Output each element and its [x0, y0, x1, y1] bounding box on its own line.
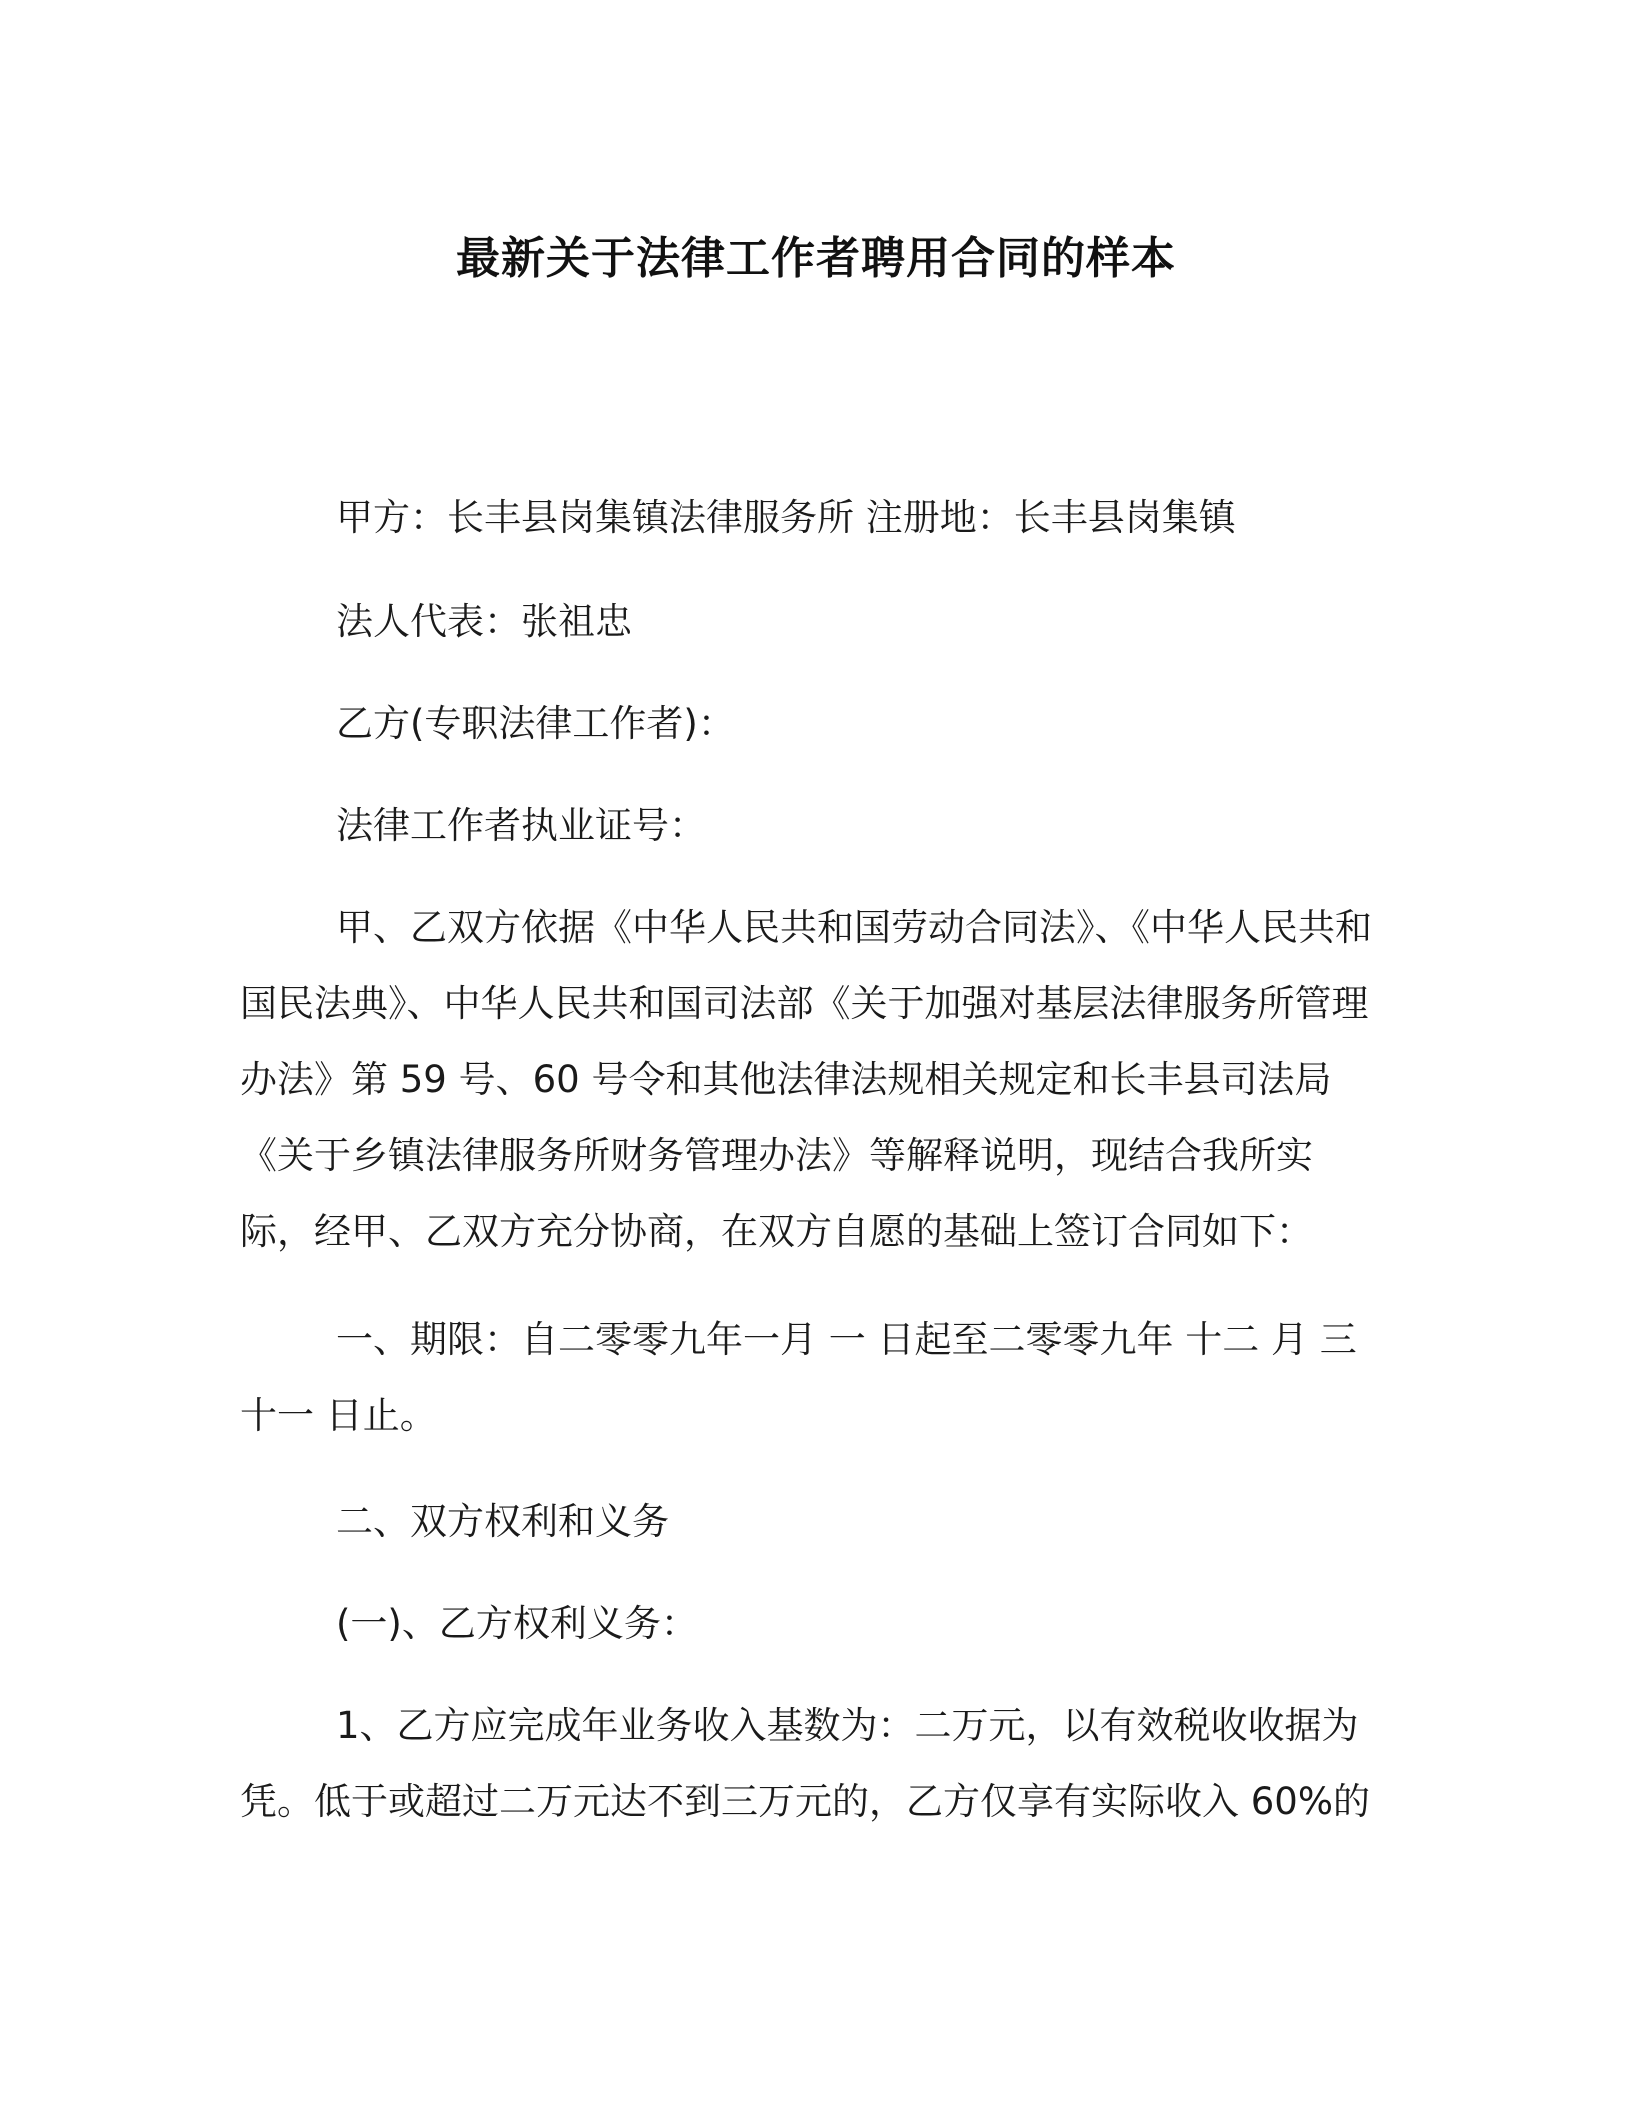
party-a-line: 甲方：长丰县岗集镇法律服务所 注册地：长丰县岗集镇 [336, 496, 1236, 539]
license-number-line: 法律工作者执业证号： [336, 804, 706, 847]
rights-obligations-heading: 二、双方权利和义务 [336, 1500, 669, 1543]
document-title: 最新关于法律工作者聘用合同的样本 [456, 233, 1176, 284]
party-b-line: 乙方(专职法律工作者)： [336, 702, 735, 745]
legal-representative-line: 法人代表：张祖忠 [336, 600, 632, 643]
party-b-rights-heading: (一)、乙方权利义务： [336, 1602, 698, 1645]
contract-basis-paragraph: 甲、乙双方依据《中华人民共和国劳动合同法》、《中华人民共和国民法典》、中华人民共和国司法部《关于加强对基层法律服务所管理办法》第 59 号、60 号令和其他法律法规相关规定和长丰县司法局《关于乡镇法律服务所财务管理办法》等解释说明，现结合我所实际，经甲、乙双方充分协商，在双方自愿的基础上签订合同如下： [240, 906, 1372, 1253]
term-clause: 一、期限：自二零零九年一月 一 日起至二零零九年 十二 月 三十一 日止。 [240, 1318, 1357, 1437]
clause-1: 1、乙方应完成年业务收入基数为：二万元，以有效税收收据为凭。低于或超过二万元达不到三万元的，乙方仅享有实际收入 60%的 [240, 1704, 1370, 1823]
